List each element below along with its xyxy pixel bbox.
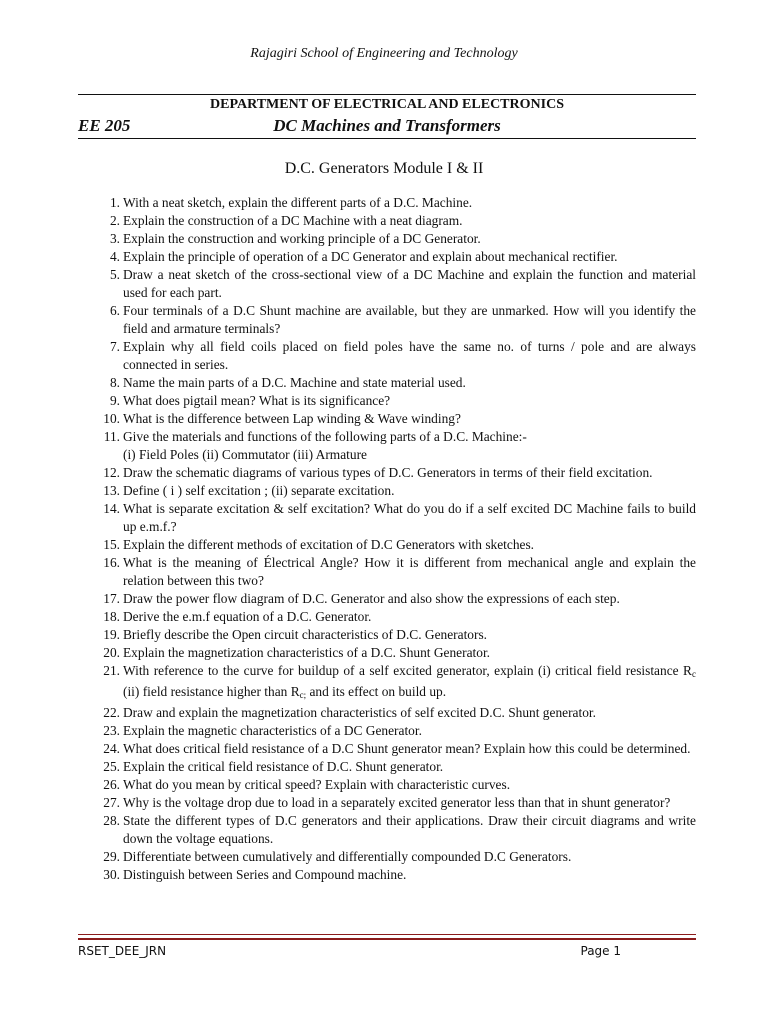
question-number: 10.	[103, 411, 120, 426]
question-text	[123, 194, 696, 212]
question-text-part: Derive the e.m.f equation of a D.C. Generator.	[123, 609, 372, 624]
question-item	[78, 740, 696, 758]
question-item	[78, 428, 696, 464]
question-item	[78, 230, 696, 248]
footer-rule	[78, 934, 696, 940]
question-text	[123, 374, 696, 392]
question-text-part: Name the main parts of a D.C. Machine and state material used.	[123, 375, 466, 390]
question-text	[123, 500, 696, 536]
question-text	[123, 464, 696, 482]
question-text-part: Define ( i ) self excitation ; (ii) separate excitation.	[123, 483, 395, 498]
question-text	[123, 482, 696, 500]
question-text	[123, 704, 696, 722]
question-item	[78, 848, 696, 866]
page-number: Page 1	[580, 944, 621, 958]
question-item	[78, 266, 696, 302]
question-number: 12.	[103, 465, 120, 480]
question-number: 5.	[109, 267, 120, 282]
question-text-part: Explain the construction of a DC Machine with a neat diagram.	[123, 213, 463, 228]
question-text-part: Draw the schematic diagrams of various types of D.C. Generators in terms of their field excitation.	[123, 465, 653, 480]
course-code: EE 205	[78, 116, 131, 135]
question-list	[78, 194, 696, 884]
question-item	[78, 866, 696, 884]
question-number: 20.	[103, 645, 120, 660]
course-rule	[78, 138, 696, 139]
question-text	[123, 812, 696, 848]
question-text-part: Draw a neat sketch of the cross-sectional view of a DC Machine and explain the function and material used for each part.	[123, 267, 696, 300]
question-text-part: Explain the magnetic characteristics of a DC Generator.	[123, 723, 422, 738]
question-text	[123, 212, 696, 230]
question-item	[78, 590, 696, 608]
question-text	[123, 536, 696, 554]
question-number: 17.	[103, 591, 120, 606]
question-text	[123, 302, 696, 338]
question-item	[78, 338, 696, 374]
question-text-part: What do you mean by critical speed? Explain with characteristic curves.	[123, 777, 511, 792]
question-text	[123, 248, 696, 266]
question-text	[123, 644, 696, 662]
question-item	[78, 608, 696, 626]
question-text	[123, 758, 696, 776]
question-text-part: Four terminals of a D.C Shunt machine are available, but they are unmarked. How will you identify the field and armature terminals?	[123, 303, 696, 336]
question-number: 3.	[109, 231, 120, 246]
question-item	[78, 662, 696, 704]
question-text-part: Give the materials and functions of the following parts of a D.C. Machine:-	[123, 429, 527, 444]
question-number: 21.	[103, 663, 120, 678]
question-item	[78, 536, 696, 554]
question-text-part: What is separate excitation & self excitation? What do you do if a self excited DC Machine fails to build up e.m.f.?	[123, 501, 696, 534]
question-item	[78, 554, 696, 590]
question-number: 8.	[109, 375, 120, 390]
question-item	[78, 392, 696, 410]
question-text	[123, 848, 696, 866]
question-number: 13.	[103, 483, 120, 498]
question-text	[123, 866, 696, 884]
question-text-part: What is the meaning of Électrical Angle? How it is different from mechanical angle and explain the relation between this two?	[123, 555, 696, 588]
question-text-part: Draw and explain the magnetization characteristics of self excited D.C. Shunt generator.	[123, 705, 596, 720]
question-number: 23.	[103, 723, 120, 738]
question-number: 4.	[109, 249, 120, 264]
question-number: 9.	[109, 393, 120, 408]
question-text-part: Why is the voltage drop due to load in a separately excited generator less than that in shunt generator?	[123, 795, 671, 810]
question-item	[78, 644, 696, 662]
question-text-part: With a neat sketch, explain the different parts of a D.C. Machine.	[123, 195, 473, 210]
question-item	[78, 500, 696, 536]
question-item	[78, 302, 696, 338]
course-title: DC Machines and Transformers	[273, 116, 501, 135]
question-number: 30.	[103, 867, 120, 882]
question-number: 26.	[103, 777, 120, 792]
question-text	[123, 740, 696, 758]
question-number: 27.	[103, 795, 120, 810]
question-text-part: Explain the different methods of excitation of D.C Generators with sketches.	[123, 537, 535, 552]
question-number: 19.	[103, 627, 120, 642]
question-text-part: State the different types of D.C generators and their applications. Draw their circuit diagrams and write down the voltage equations.	[123, 813, 696, 846]
question-item	[78, 212, 696, 230]
question-text	[123, 776, 696, 794]
question-text-part: Explain why all field coils placed on field poles have the same no. of turns / pole and are always connected in series.	[123, 339, 696, 372]
question-item	[78, 794, 696, 812]
question-text-part: Explain the principle of operation of a DC Generator and explain about mechanical rectifier.	[123, 249, 618, 264]
question-item	[78, 482, 696, 500]
question-item	[78, 722, 696, 740]
department-title: DEPARTMENT OF ELECTRICAL AND ELECTRONICS	[210, 97, 564, 112]
question-text-part: and its effect on build up.	[306, 684, 447, 699]
subscript: c	[692, 669, 696, 679]
question-text	[123, 428, 696, 464]
question-number: 15.	[103, 537, 120, 552]
question-subline: (i) Field Poles (ii) Commutator (iii) Armature	[123, 447, 367, 462]
question-item	[78, 464, 696, 482]
question-text	[123, 392, 696, 410]
question-text	[123, 410, 696, 428]
question-text-part: Explain the magnetization characteristics of a D.C. Shunt Generator.	[123, 645, 491, 660]
question-number: 2.	[109, 213, 120, 228]
question-number: 7.	[109, 339, 120, 354]
institute-name: Rajagiri School of Engineering and Technology	[250, 46, 518, 61]
question-text-part: What is the difference between Lap winding & Wave winding?	[123, 411, 461, 426]
question-text	[123, 662, 696, 704]
question-text-part: What does pigtail mean? What is its significance?	[123, 393, 391, 408]
question-item	[78, 758, 696, 776]
question-item	[78, 248, 696, 266]
question-text-part: Distinguish between Series and Compound machine.	[123, 867, 407, 882]
footer-code: RSET_DEE_JRN	[78, 944, 167, 958]
module-title: D.C. Generators Module I & II	[284, 160, 484, 177]
question-number: 14.	[103, 501, 120, 516]
header-rule	[78, 94, 696, 95]
question-text	[123, 266, 696, 302]
question-text	[123, 338, 696, 374]
question-item	[78, 626, 696, 644]
question-text-part: (ii) field resistance higher than R	[123, 684, 300, 699]
question-text-part: Differentiate between cumulatively and differentially compounded D.C Generators.	[123, 849, 572, 864]
question-text	[123, 554, 696, 590]
question-text	[123, 626, 696, 644]
question-text-part: What does critical field resistance of a D.C Shunt generator mean? Explain how this could be determined.	[123, 741, 691, 756]
question-text-part: Explain the critical field resistance of D.C. Shunt generator.	[123, 759, 444, 774]
question-item	[78, 704, 696, 722]
subscript: c;	[299, 690, 307, 700]
question-item	[78, 812, 696, 848]
question-text-part: Briefly describe the Open circuit characteristics of D.C. Generators.	[123, 627, 488, 642]
question-number: 24.	[103, 741, 120, 756]
question-number: 6.	[109, 303, 120, 318]
question-number: 29.	[103, 849, 120, 864]
question-item	[78, 374, 696, 392]
question-number: 1.	[109, 195, 120, 210]
question-text	[123, 722, 696, 740]
question-text-part: With reference to the curve for buildup of a self excited generator, explain (i) critical field resistance R	[123, 663, 692, 678]
question-number: 25.	[103, 759, 120, 774]
question-text	[123, 230, 696, 248]
question-item	[78, 194, 696, 212]
question-item	[78, 776, 696, 794]
question-number: 18.	[103, 609, 120, 624]
question-text-part: Explain the construction and working principle of a DC Generator.	[123, 231, 481, 246]
question-number: 22.	[103, 705, 120, 720]
question-number: 16.	[103, 555, 120, 570]
question-text-part: Draw the power flow diagram of D.C. Generator and also show the expressions of each step.	[123, 591, 620, 606]
question-number: 11.	[103, 429, 120, 444]
question-number: 28.	[103, 813, 120, 828]
question-text	[123, 590, 696, 608]
question-text	[123, 608, 696, 626]
question-text	[123, 794, 696, 812]
question-item	[78, 410, 696, 428]
